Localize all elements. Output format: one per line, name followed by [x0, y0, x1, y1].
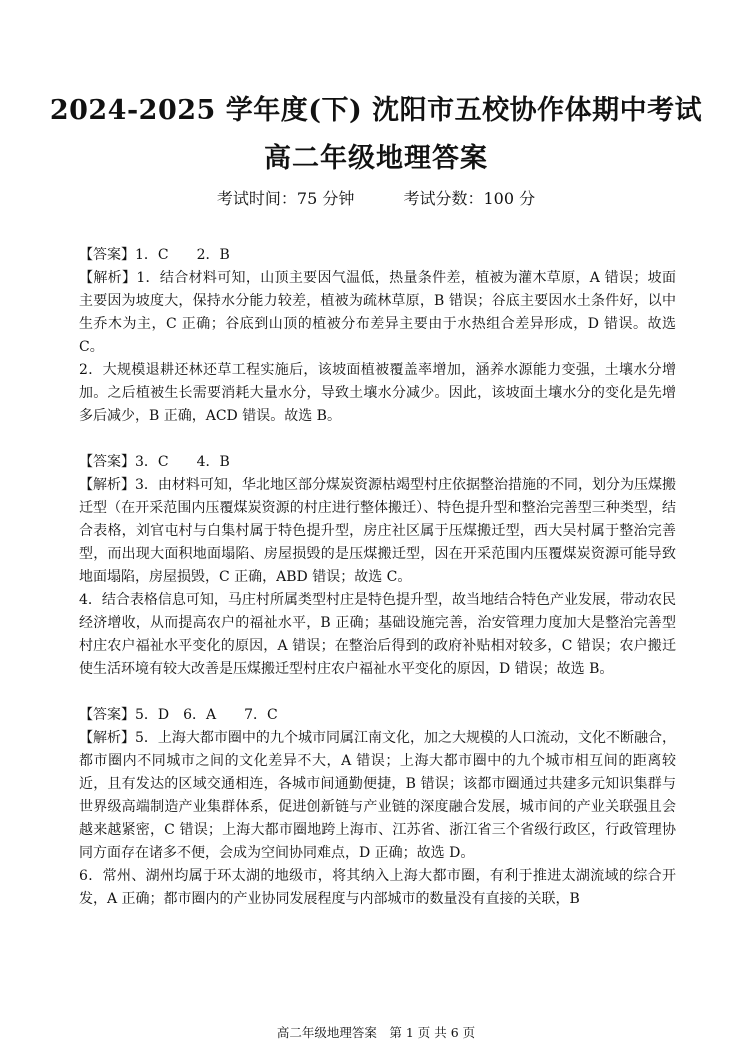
- explanation-paragraph: 【解析】1．结合材料可知，山顶主要因气温低，热量条件差，植被为灌木草原，A 错误；坡面主要因为坡度大，保持水分能力较差，植被为疏林草原，B 错误；谷底主要因水土条件好，以中生乔木为主，C 正确；谷底到山顶的植被分布差异主要由于水热组合差异形成，D 错误。故选 C。: [79, 270, 676, 355]
- page-footer: 高二年级地理答案 第 1 页 共 6 页: [276, 1025, 476, 1040]
- exam-score: 考试分数：100 分: [403, 189, 536, 208]
- explanation-paragraph: 6．常州、湖州均属于环太湖的地级市，将其纳入上海大都市圈，有利于推进太湖流域的综合开发，A 正确；都市圈内的产业协同发展程度与内部城市的数量没有直接的关联，B: [79, 868, 676, 907]
- exam-time: 考试时间：75 分钟: [216, 189, 355, 208]
- explanation-paragraph: 4．结合表格信息可知，马庄村所属类型村庄是特色提升型，故当地结合特色产业发展，带动农民经济增收，从而提高农户的福祉水平，B 正确；基础设施完善，治安管理力度加大是整治完善型村庄农户福祉水平变化的原因，A 错误；在整治后得到的政府补贴相对较多，C 错误；农户搬迁使生活环境有较大改善是压煤搬迁型村庄农户福祉水平变化的原因，D 错误；故选 B。: [79, 592, 676, 677]
- answer-content: [79, 244, 676, 911]
- exam-meta: [0, 186, 752, 209]
- answer-section: [79, 451, 676, 681]
- explanation-paragraph: 【解析】5．上海大都市圈中的九个城市同属江南文化，加之大规模的人口流动，文化不断融合，都市圈内不同城市之间的文化差异不大，A 错误；上海大都市圈中的九个城市相互间的距离较近，且有发达的区域交通相连，各城市间通勤便捷，B 错误；该都市圈通过共建多元知识集群与世界级高端制造产业集群体系，促进创新链与产业链的深度融合发展，城市间的产业关联强且会越来越紧密，C 错误；上海大都市圈地跨上海市、江苏省、浙江省三个省级行政区，行政管理协同方面存在诸多不便，会成为空间协同难点，D 正确；故选 D。: [79, 730, 676, 861]
- document-subtitle: 高二年级地理答案: [264, 143, 488, 174]
- explanation-paragraph: 2．大规模退耕还林还草工程实施后，该坡面植被覆盖率增加，涵养水源能力变强，土壤水分增加。之后植被生长需要消耗大量水分，导致土壤水分减少。因此，该坡面土壤水分的变化是先增多后减少，B 正确，ACD 错误。故选 B。: [79, 362, 676, 424]
- answer-section: [79, 244, 676, 428]
- explanation-paragraph: 【解析】3．由材料可知，华北地区部分煤炭资源枯竭型村庄依据整治措施的不同，划分为压煤搬迁型（在开采范围内压覆煤炭资源的村庄进行整体搬迁）、特色提升型和整治完善型三种类型，结合表格，刘官屯村与白集村属于特色提升型，房庄社区属于压煤搬迁型，西大吴村属于整治完善型，而出现大面积地面塌陷、房屋损毁的是压煤搬迁型，因在开采范围内压覆煤炭资源可能导致地面塌陷，房屋损毁，C 正确，ABD 错误；故选 C。: [79, 477, 676, 585]
- document-title: 2024-2025 学年度(下) 沈阳市五校协作体期中考试: [49, 95, 703, 126]
- answer-section: [79, 704, 676, 911]
- answer-line: 【答案】5．D 6．A 7．C: [79, 707, 278, 723]
- answer-line: 【答案】3．C 4．B: [79, 454, 230, 470]
- answer-line: 【答案】1．C 2．B: [79, 247, 230, 263]
